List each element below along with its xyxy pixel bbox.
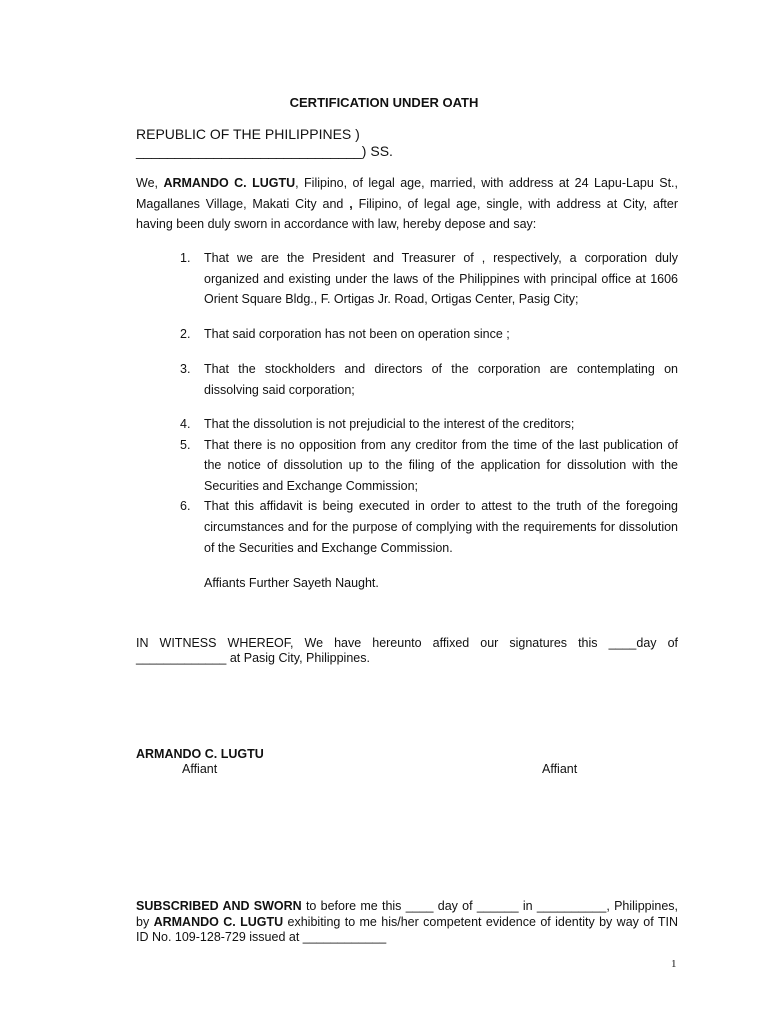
item-text: That we are the President and Treasurer of , respectively, a corporation duly organized and existing under the laws of the Philippines with principal office at 1606 Orient Square Bldg., F. Ortigas Jr. Road, Ortigas Center, Pasig City; [204, 251, 678, 307]
jurat-name: ARMANDO C. LUGTU [153, 914, 284, 929]
jurat-subscribed: SUBSCRIBED AND SWORN [136, 899, 302, 913]
item-number: 6. [180, 499, 191, 514]
item-text: That this affidavit is being executed in order to attest to the truth of the foregoing circumstances and for the purpose of complying with the requirements for dissolution of the Securities and Exchange Commission. [204, 499, 678, 555]
affiant-name-1: ARMANDO C. LUGTU [163, 176, 296, 190]
item-3-list [136, 359, 678, 400]
list-item [136, 414, 678, 435]
affiant-label-2: Affiant [542, 762, 578, 776]
intro-part2: Filipino, of legal age, single, with address at City, after having been duly sworn in accordance with law, hereby depose and say: [136, 196, 678, 232]
item-text: That there is no opposition from any creditor from the time of the last publication of the notice of dissolution up to the filing of the application for dissolution with the Securities and Exchange Commission; [204, 437, 678, 493]
venue-republic: REPUBLIC OF THE PHILIPPINES ) [136, 126, 360, 142]
list-item [136, 248, 678, 310]
list-item [136, 435, 678, 497]
intro-paragraph [136, 173, 678, 235]
item-text: That the stockholders and directors of the corporation are contemplating on dissolving said corporation; [204, 362, 678, 397]
item-number: 5. [180, 437, 191, 452]
items-4-6-list [136, 414, 678, 558]
document-title: CERTIFICATION UNDER OATH [289, 95, 479, 110]
item-number: 1. [180, 251, 191, 265]
jurat-paragraph [136, 899, 678, 946]
page-number: 1 [671, 958, 677, 970]
intro-comma: , [349, 196, 353, 211]
witness-paragraph: IN WITNESS WHEREOF, We have hereunto affixed our signatures this ____day of _____________ at Pasig City, Philippines. [136, 636, 678, 665]
item-number: 4. [180, 417, 191, 431]
venue-ss: _____________________________) SS. [136, 143, 393, 159]
jurat-part1: to before me this ____ day of ______ in __________, Philippines, by [136, 899, 678, 929]
item-text: That said corporation has not been on operation since ; [204, 327, 510, 341]
item-number: 3. [180, 362, 191, 376]
intro-we: We, [136, 176, 164, 190]
list-item [136, 496, 678, 558]
intro-part1: , Filipino, of legal age, married, with address at 24 Lapu-Lapu St., Magallanes Village, Makati City and [136, 176, 678, 211]
item-number: 2. [180, 327, 191, 341]
item-1-list [136, 248, 678, 310]
list-item [136, 359, 678, 400]
item-text: That the dissolution is not prejudicial to the interest of the creditors; [204, 417, 575, 431]
signatory-name: ARMANDO C. LUGTU [136, 747, 264, 761]
item-2-list [136, 324, 678, 345]
venue-block [136, 126, 393, 160]
jurat-part2: exhibiting to me his/her competent evidence of identity by way of TIN ID No. 109-128-729 issued at ____________ [136, 914, 678, 944]
sayeth-naught: Affiants Further Sayeth Naught. [204, 576, 379, 590]
affiant-label-1: Affiant [182, 762, 218, 776]
list-item [136, 324, 678, 345]
